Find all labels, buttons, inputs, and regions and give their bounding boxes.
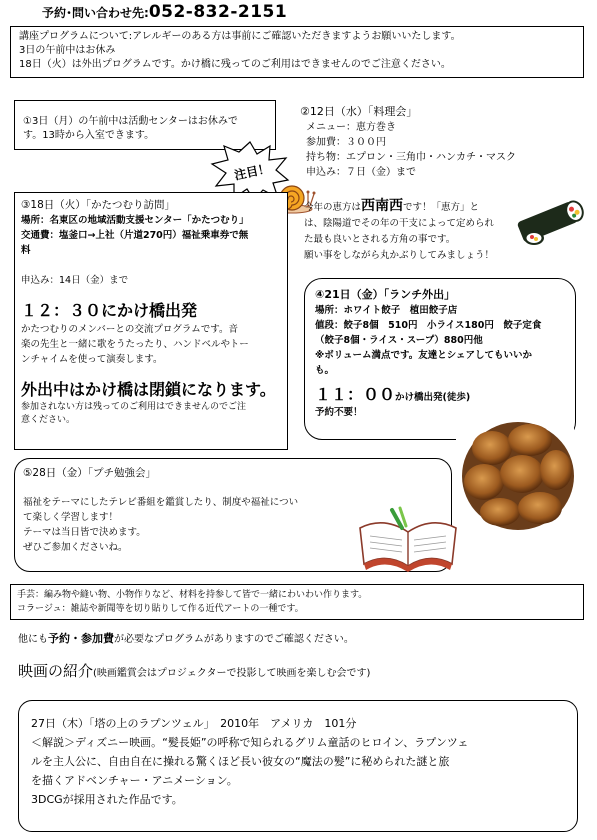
notice-line: 18日（火）は外出プログラムです。かけ橋に残ってのご利用はできませんのでご注意ください。 [19, 59, 451, 70]
item2-detail: 参加費：３００円 [306, 137, 386, 148]
ehou-line: は、陰陽道でその年の干支によって定められ [304, 218, 495, 229]
item4-time-suffix: かけ橋出発(徒歩) [395, 392, 471, 403]
item2-detail: メニュー：恵方巻き [306, 122, 396, 133]
item2-detail: 申込み：７日（金）まで [306, 167, 416, 178]
item3-box [14, 192, 288, 450]
ehoumaki-illustration [512, 192, 588, 248]
item3-desc: かたつむりのメンバーとの交流プログラムです。音 [21, 324, 238, 335]
movie-desc: ルを主人公に、自由自在に操れる驚くほど長い彼女の“魔法の髪”に秘められた謎と旅 [31, 755, 450, 768]
item5-title: ⑤28日（金）「プチ勉強会」 [23, 467, 157, 479]
other-note-bold: 予約・参加費 [48, 632, 114, 645]
item2-title: ②12日（水）「料理会」 [300, 105, 418, 118]
movie-desc: を描くアドベンチャー・アニメーション。 [31, 774, 238, 787]
glossary-line: コラージュ：雑誌や新聞等を切り貼りして作る近代アートの一種です。 [17, 604, 304, 614]
item3-place: 場所：名東区の地域活動支援センター「かたつむり」 [21, 215, 249, 226]
item4-line: 値段：餃子8個 510円 小ライス180円 餃子定食 [315, 320, 542, 331]
item3-desc: 楽の先生と一緒に歌をうたったり、ハンドベルやトー [21, 339, 249, 350]
book-illustration [352, 506, 464, 572]
item4-line: 場所：ホワイト餃子 植田餃子店 [315, 305, 458, 316]
contact-label: 予約･問い合わせ先: [42, 6, 149, 20]
item3-departure: １２：３０にかけ橋出発 [21, 301, 198, 320]
other-note-pre: 他にも [18, 634, 48, 645]
item3-closed: 外出中はかけ橋は閉鎖になります。 [21, 380, 276, 399]
movie-desc: ＜解説＞ディズニー映画。“髪長姫”の呼称で知られるグリム童話のヒロイン、ラプンツェ [31, 736, 469, 749]
movie-heading-title: 映画の紹介 [18, 662, 94, 680]
contact-line [42, 2, 287, 22]
notice-line: 講座プログラムについて:アレルギーのある方は事前にご確認いただきますようお願いいたします。 [19, 31, 461, 42]
item1-line: ①3日（月）の午前中は活動センターはお休みで [23, 116, 238, 127]
item3-fare: 料 [21, 245, 31, 256]
ehou-section [304, 198, 504, 264]
movie-title-line: 27日（木）「塔の上のラプンツェル」 2010年 アメリカ 101分 [31, 717, 357, 730]
item3-closed-note: 意ください。 [21, 415, 76, 425]
item4-title: ④21日（金）「ランチ外出」 [315, 288, 456, 301]
contact-phone: 052-832-2151 [148, 2, 288, 22]
movie-heading-note: (映画鑑賞会はプロジェクターで投影して映画を楽しむ会です) [93, 668, 371, 679]
glossary-box [10, 584, 584, 620]
movie-heading [18, 660, 370, 681]
item1-line: す。13時から入室できます。 [23, 130, 155, 141]
item5-line: ぜひご参加くださいね。 [23, 542, 128, 553]
item4-line: （餃子8個・ライス・スープ）880円他 [315, 335, 483, 346]
attention-label: 注目！ [233, 161, 272, 183]
glossary-line: 手芸：編み物や縫い物、小物作りなど、材料を持参して皆で一緒にわいわい作ります。 [17, 590, 368, 600]
item5-line: テーマは当日皆で決めます。 [23, 527, 146, 538]
other-note [18, 630, 354, 646]
ehou-line: た最も良いとされる方角の事です。 [304, 234, 456, 245]
item3-desc: ンチャイムを使って演奏します。 [21, 354, 163, 365]
ehou-first-line [304, 198, 504, 216]
item5-line: て楽しく学習します！ [23, 512, 119, 523]
ehou-suffix: です！「恵方」と [403, 202, 480, 213]
item3-title: ③18日（火）「かたつむり訪問」 [21, 199, 176, 211]
movie-box [18, 700, 578, 832]
item4-time: １１：００ [315, 385, 396, 404]
other-note-post: が必要なプログラムがありますのでご確認ください。 [114, 634, 354, 645]
item3-fare: 交通費：塩釜口→上社（片道270円）福祉乗車券で無 [21, 230, 249, 241]
item5-line: 福祉をテーマにしたテレビ番組を鑑賞したり、制度や福祉につい [23, 497, 299, 508]
ehou-prefix: 今年の恵方は [304, 202, 362, 213]
item4-line: ※ボリューム満点です。友達とシェアしてもいいか [315, 350, 533, 361]
notice-line: 3日の午前中はお休み [19, 45, 116, 56]
item3-deadline: 申込み：14日（金）まで [21, 275, 129, 286]
item2-section [300, 104, 590, 180]
item4-time-line [315, 382, 565, 405]
ehou-direction: 西南西 [361, 198, 404, 214]
notice-box [10, 26, 584, 78]
gyoza-illustration [456, 410, 574, 532]
movie-desc: 3DCGが採用された作品です。 [31, 793, 183, 806]
ehou-line: 願い事をしながら丸かぶりしてみましょう！ [304, 250, 495, 261]
item2-detail: 持ち物：エプロン・三角巾・ハンカチ・マスク [306, 152, 516, 163]
item4-line: も。 [315, 365, 335, 376]
item3-closed-note: 参加されない方は残ってのご利用はできませんのでご注 [21, 402, 247, 412]
item4-no-reservation: 予約不要！ [315, 407, 363, 418]
